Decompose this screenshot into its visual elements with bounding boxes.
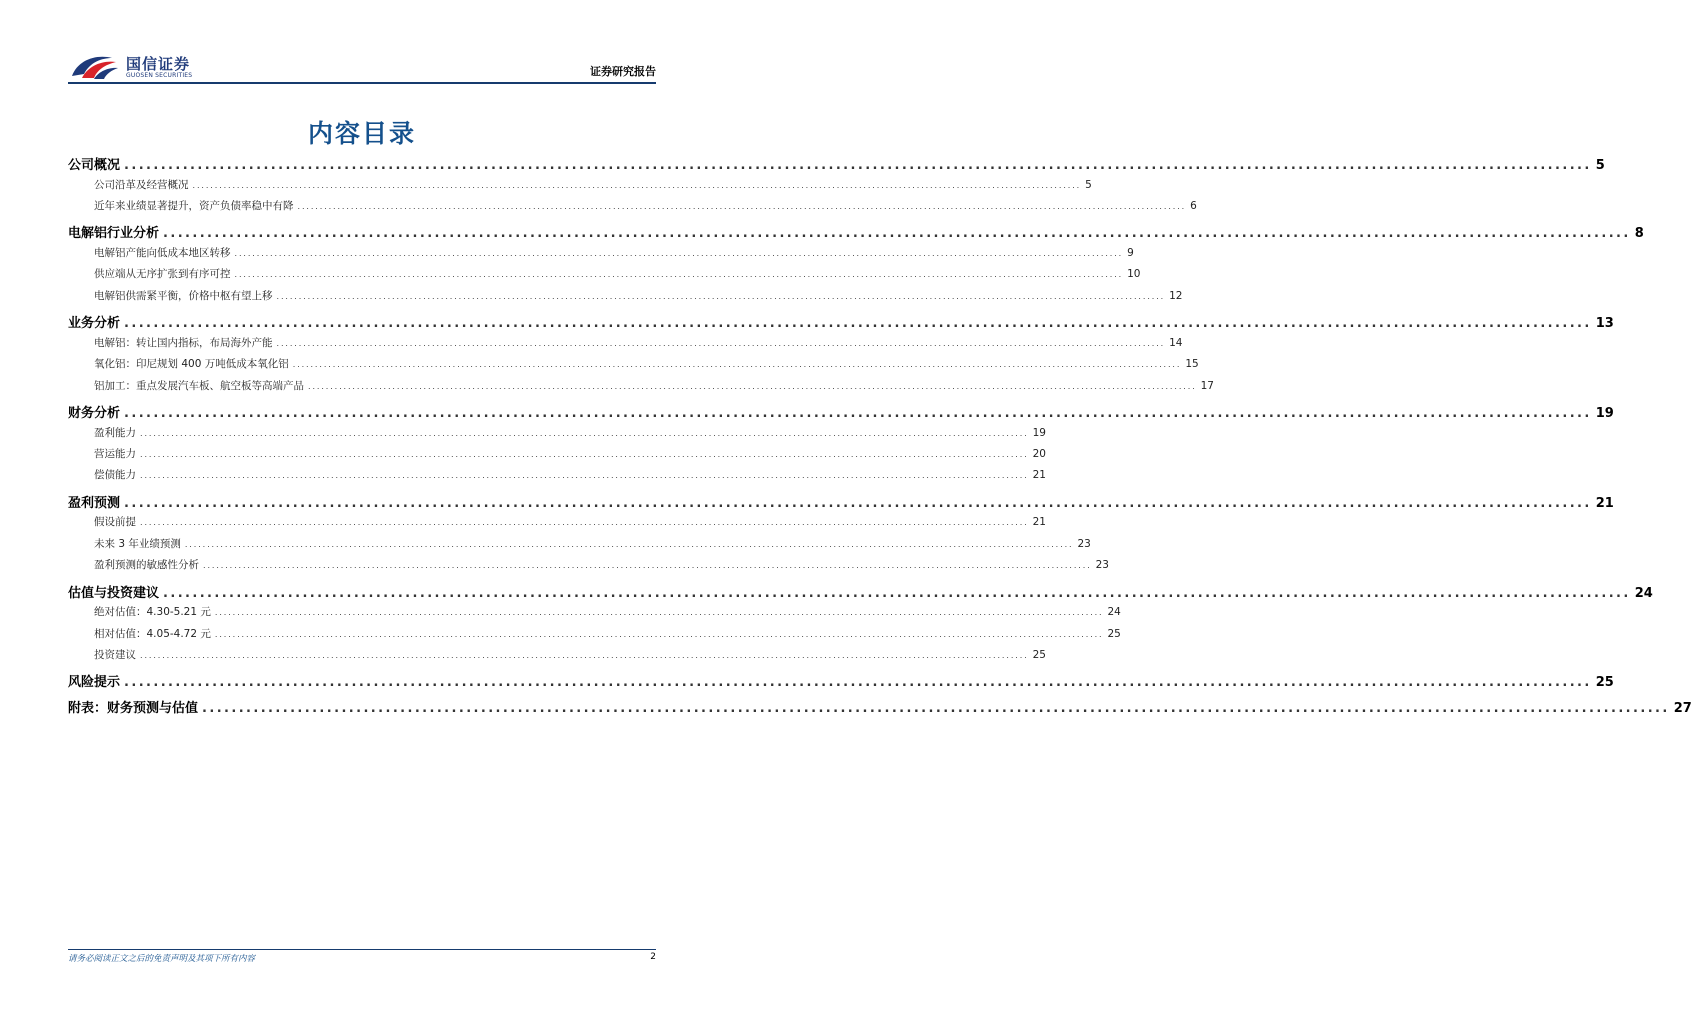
toc-entry-label: 电解铝产能向低成本地区转移 [94,247,231,259]
toc-section-entry[interactable] [68,492,1614,514]
toc-entry-page: 5 [1085,178,1092,191]
toc-subsection-entry[interactable] [94,647,1046,667]
toc-entry-label: 财务分析 [68,406,121,421]
toc-section-entry[interactable] [68,402,1614,424]
toc-subsection-entry[interactable] [94,425,1046,445]
toc-entry-page: 19 [1032,426,1046,439]
page-header [68,50,656,84]
toc-entry-page: 12 [1169,289,1183,302]
toc-dot-leader: ........................................................................................................................................................................................................ [124,158,1592,173]
toc-entry-page: 10 [1127,268,1141,281]
toc-section-entry[interactable] [68,154,1605,176]
toc-entry-label: 近年来业绩显著提升，资产负债率稳中有降 [94,200,294,212]
toc-section-entry[interactable] [68,312,1614,334]
toc-subsection-entry[interactable] [94,198,1197,218]
toc-entry-label: 电解铝：转让国内指标，布局海外产能 [94,336,273,349]
toc-dot-leader: ........................................................................................................................................................................................................ [292,360,1182,370]
toc-dot-leader: ........................................................................................................................................................................................................ [124,406,1592,421]
toc-entry-page: 25 [1032,649,1046,661]
toc-entry-label: 电解铝行业分析 [68,226,160,242]
report-type-label: 证券研究报告 [590,65,656,78]
toc-subsection-entry[interactable] [94,446,1046,466]
toc-dot-leader: ........................................................................................................................................................................................................ [203,561,1092,571]
toc-subsection-entry[interactable] [94,604,1121,624]
toc-dot-leader: ........................................................................................................................................................................................................ [234,270,1124,280]
toc-entry-page: 23 [1095,559,1109,572]
toc-entry-page: 6 [1190,200,1197,212]
toc-entry-label: 未来 3 年业绩预测 [94,537,181,550]
toc-entry-page: 9 [1127,247,1134,259]
toc-entry-label: 电解铝供需紧平衡，价格中枢有望上移 [94,289,273,302]
toc-entry-page: 17 [1200,379,1214,392]
toc-entry-page: 25 [1595,675,1614,691]
toc-subsection-entry[interactable] [94,626,1121,646]
toc-subsection-entry[interactable] [94,245,1134,265]
toc-entry-label: 盈利预测 [68,495,121,511]
toc-dot-leader: ........................................................................................................................................................................................................ [140,518,1029,528]
toc-entry-label: 绝对估值：4.30-5.21 元 [94,606,211,619]
toc-subsection-entry[interactable] [94,467,1046,487]
guosen-logo-icon [68,52,120,82]
footer-disclaimer: 请务必阅读正文之后的免责声明及其项下所有内容 [68,954,256,964]
toc-subsection-entry[interactable] [94,378,1214,398]
toc-entry-page: 21 [1595,495,1614,511]
toc-entry-label: 风险提示 [68,675,121,691]
toc-entry-label: 盈利预测的敏感性分析 [94,559,199,572]
toc-entry-page: 15 [1185,358,1199,371]
toc-dot-leader: ........................................................................................................................................................................................................ [276,291,1166,301]
toc-subsection-entry[interactable] [94,557,1109,577]
toc-subsection-entry[interactable] [94,356,1199,376]
toc-dot-leader: ........................................................................................................................................................................................................ [140,428,1029,438]
toc-dot-leader: ........................................................................................................................................................................................................ [163,226,1631,242]
toc-entry-label: 公司概况 [68,158,121,173]
toc-subsection-entry[interactable] [94,266,1141,286]
toc-dot-leader: ........................................................................................................................................................................................................ [308,381,1197,391]
toc-entry-page: 27 [1673,701,1692,716]
toc-entry-page: 14 [1169,336,1183,349]
toc-dot-leader: ........................................................................................................................................................................................................ [140,471,1029,481]
toc-entry-page: 19 [1595,406,1614,421]
toc-dot-leader: ........................................................................................................................................................................................................ [124,675,1592,691]
toc-entry-label: 偿债能力 [94,469,136,482]
toc-dot-leader: ........................................................................................................................................................................................................ [192,180,1082,190]
toc-dot-leader: ........................................................................................................................................................................................................ [184,539,1074,549]
toc-dot-leader: ........................................................................................................................................................................................................ [124,495,1592,511]
toc-entry-label: 附表：财务预测与估值 [68,701,199,716]
toc-entry-label: 氧化铝：印尼规划 400 万吨低成本氧化铝 [94,358,289,371]
toc-entry-label: 公司沿革及经营概况 [94,178,189,191]
toc-entry-page: 8 [1634,226,1644,242]
toc-subsection-entry[interactable] [94,288,1183,308]
logo-english-name: GUOSEN SECURITIES [126,72,193,79]
toc-entry-label: 供应端从无序扩张到有序可控 [94,268,231,281]
toc-entry-page: 25 [1107,627,1121,640]
toc-entry-page: 24 [1107,606,1121,619]
toc-entry-label: 业务分析 [68,316,121,332]
toc-dot-leader: ........................................................................................................................................................................................................ [163,585,1631,601]
toc-entry-label: 盈利能力 [94,426,136,439]
toc-title: 内容目录 [307,119,416,148]
toc-subsection-entry[interactable] [94,335,1183,355]
toc-section-entry[interactable] [68,697,1692,719]
toc-entry-page: 21 [1032,516,1046,529]
toc-subsection-entry[interactable] [94,514,1046,534]
page-number: 2 [650,952,656,962]
toc-entry-label: 估值与投资建议 [68,585,160,601]
toc-subsection-entry[interactable] [94,536,1091,556]
toc-dot-leader: ........................................................................................................................................................................................................ [214,608,1104,618]
toc-dot-leader: ........................................................................................................................................................................................................ [214,629,1104,639]
toc-dot-leader: ........................................................................................................................................................................................................ [234,249,1124,258]
toc-entry-label: 相对估值：4.05-4.72 元 [94,627,211,640]
toc-entry-page: 23 [1077,537,1091,550]
toc-section-entry[interactable] [68,582,1653,604]
toc-dot-leader: ........................................................................................................................................................................................................ [297,202,1187,211]
toc-entry-page: 21 [1032,469,1046,482]
guosen-logo [68,50,208,84]
toc-entry-label: 铝加工：重点发展汽车板、航空板等高端产品 [94,379,304,392]
toc-entry-label: 假设前提 [94,516,136,529]
toc-section-entry[interactable] [68,671,1614,693]
toc-dot-leader: ........................................................................................................................................................................................................ [140,450,1029,459]
toc-entry-label: 投资建议 [94,649,136,661]
toc-entry-page: 24 [1634,585,1653,601]
toc-dot-leader: ........................................................................................................................................................................................................ [276,338,1166,348]
header-rule [68,82,656,84]
toc-entry-page: 13 [1595,316,1614,332]
toc-entry-page: 5 [1595,158,1605,173]
logo-chinese-name: 国信证券 [126,55,191,73]
toc-subsection-entry[interactable] [94,177,1092,197]
toc-entry-label: 营运能力 [94,448,136,460]
toc-dot-leader: ........................................................................................................................................................................................................ [202,701,1670,716]
toc-dot-leader: ........................................................................................................................................................................................................ [124,316,1592,332]
toc-dot-leader: ........................................................................................................................................................................................................ [140,651,1029,660]
toc-section-entry[interactable] [68,222,1644,244]
toc-entry-page: 20 [1032,448,1046,460]
footer-rule [68,949,656,950]
